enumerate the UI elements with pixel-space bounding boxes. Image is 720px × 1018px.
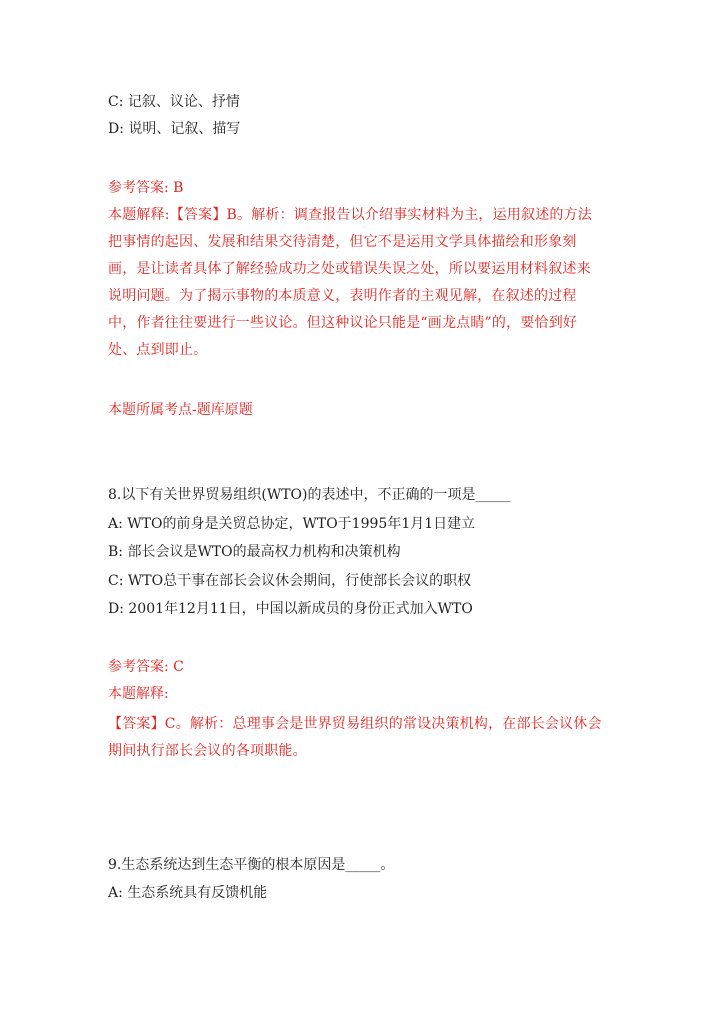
q8-explanation-line: 期间执行部长会议的各项职能。 xyxy=(108,743,307,759)
q8-option-c: C: WTO总干事在部长会议休会期间，行使部长会议的职权 xyxy=(108,573,472,589)
q7-answer: 参考答案: B xyxy=(108,180,184,196)
q7-explanation-line: 中，作者往往要进行一些议论。但这种议论只能是“画龙点睛”的，要恰到好 xyxy=(108,315,578,331)
q9-question: 9.生态系统达到生态平衡的根本原因是_____。 xyxy=(108,857,395,873)
q7-explanation-line: 本题解释:【答案】B。解析：调查报告以介绍事实材料为主，运用叙述的方法 xyxy=(108,207,593,223)
q7-explanation-line: 说明问题。为了揭示事物的本质意义，表明作者的主观见解，在叙述的过程 xyxy=(108,288,577,304)
q8-option-d: D: 2001年12月11日，中国以新成员的身份正式加入WTO xyxy=(108,601,473,617)
q7-explanation-line: 处、点到即止。 xyxy=(108,342,208,358)
q7-option-d: D: 说明、记叙、描写 xyxy=(108,121,241,137)
q8-explanation-label: 本题解释: xyxy=(108,686,169,702)
q7-explanation-line: 画，是让读者具体了解经验成功之处或错误失误之处，所以要运用材料叙述来 xyxy=(108,261,591,277)
q8-answer: 参考答案: C xyxy=(108,659,184,675)
q8-option-b: B: 部长会议是WTO的最高权力机构和决策机构 xyxy=(108,544,401,560)
q7-option-c: C: 记叙、议论、抒情 xyxy=(108,94,240,110)
q8-explanation-line: 【答案】C。解析：总理事会是世界贸易组织的常设决策机构，在部长会议休会 xyxy=(108,716,602,732)
q8-option-a: A: WTO的前身是关贸总协定，WTO于1995年1月1日建立 xyxy=(108,516,476,532)
q7-explanation-line: 把事情的起因、发展和结果交待清楚，但它不是运用文学具体描绘和形象刻 xyxy=(108,234,577,250)
q7-source: 本题所属考点-题库原题 xyxy=(108,402,253,418)
q9-option-a: A: 生态系统具有反馈机能 xyxy=(108,885,268,901)
q8-question: 8.以下有关世界贸易组织(WTO)的表述中，不正确的一项是_____ xyxy=(108,487,511,503)
